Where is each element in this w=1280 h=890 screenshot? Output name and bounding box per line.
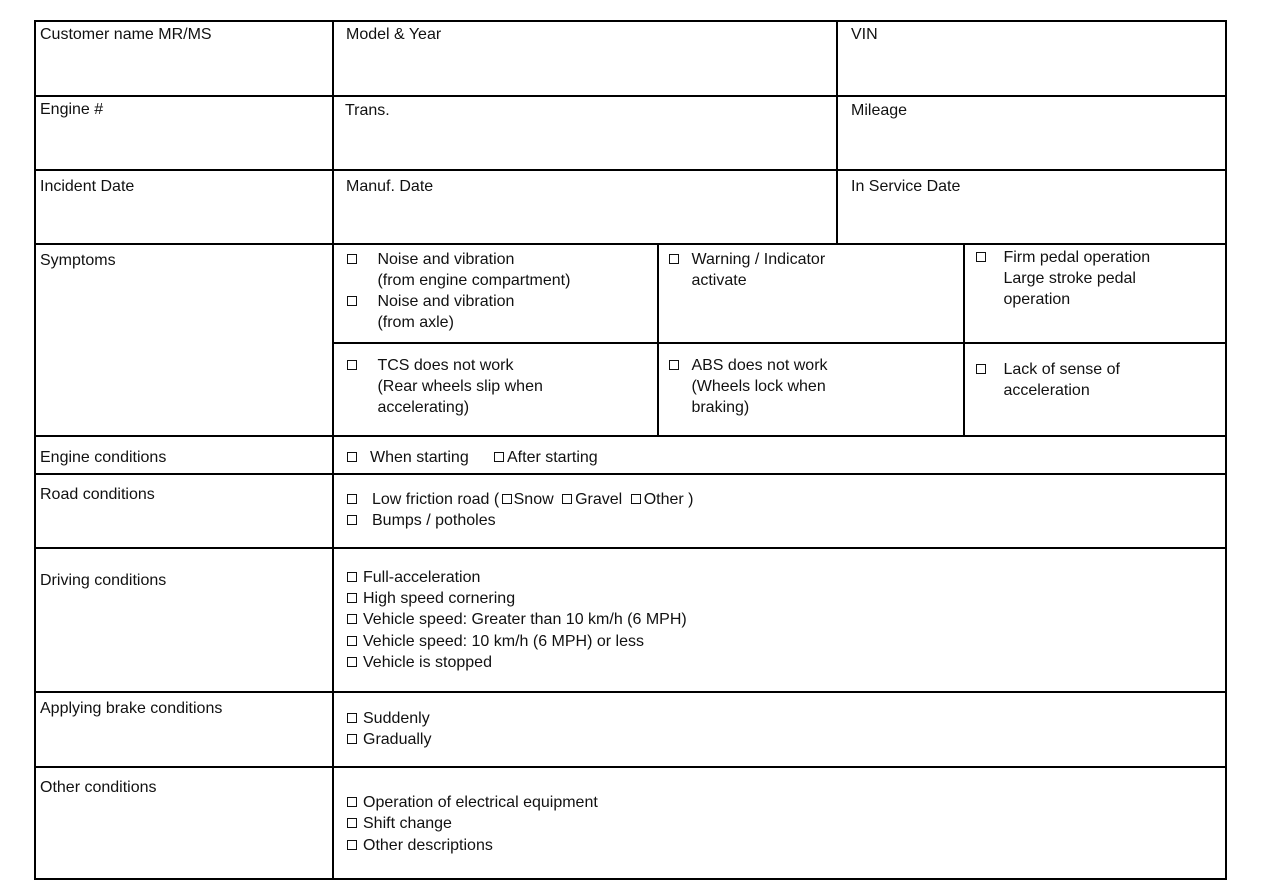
road-bumps-potholes[interactable] [347, 510, 496, 531]
row-divider [34, 691, 1227, 693]
column-divider [963, 243, 965, 437]
brake-conditions-label: Applying brake conditions [40, 700, 223, 717]
checkbox-icon[interactable] [347, 797, 357, 807]
checkbox-icon[interactable] [669, 254, 679, 264]
option-label: (from axle) [377, 314, 454, 331]
symptom-tcs[interactable] [347, 355, 543, 418]
checkbox-icon[interactable] [347, 840, 357, 850]
in-service-date-label: In Service Date [851, 178, 961, 195]
column-divider [657, 243, 659, 437]
mileage-label: Mileage [851, 102, 908, 119]
option-label: Shift change [363, 815, 452, 832]
option-label: TCS does not work [377, 357, 514, 374]
option-label: Vehicle speed: Greater than 10 km/h (6 MPH) [363, 611, 687, 628]
option-label: Gradually [363, 731, 432, 748]
engine-number-label: Engine # [40, 101, 104, 118]
checkbox-icon[interactable] [494, 452, 504, 462]
driving-option[interactable] [347, 652, 492, 673]
checkbox-icon[interactable] [347, 360, 357, 370]
road-conditions-label: Road conditions [40, 486, 155, 503]
option-label: Noise and vibration [377, 293, 515, 310]
option-label: (Rear wheels slip when [377, 378, 543, 395]
option-label: Large stroke pedal [1003, 270, 1136, 287]
row-divider [34, 766, 1227, 768]
checkbox-icon[interactable] [631, 494, 641, 504]
checkbox-icon[interactable] [347, 636, 357, 646]
option-label: Firm pedal operation [1003, 249, 1151, 266]
vin-label: VIN [851, 26, 878, 43]
checkbox-icon[interactable] [347, 572, 357, 582]
row-divider [34, 473, 1227, 475]
option-label: Full-acceleration [363, 569, 481, 586]
symptom-firm-pedal[interactable] [976, 247, 1150, 310]
checkbox-icon[interactable] [669, 360, 679, 370]
checkbox-icon[interactable] [347, 296, 357, 306]
row-divider [34, 547, 1227, 549]
option-label: Low friction road ( [372, 491, 500, 508]
other-conditions-label: Other conditions [40, 779, 157, 796]
option-label: Noise and vibration [377, 251, 515, 268]
column-divider [836, 20, 838, 245]
option-label: Operation of electrical equipment [363, 794, 598, 811]
option-label: Bumps / potholes [372, 512, 496, 529]
other-option[interactable] [347, 813, 452, 834]
driving-option[interactable] [347, 567, 480, 588]
trans-label: Trans. [345, 102, 390, 119]
option-label: Gravel [575, 491, 623, 508]
option-label: Vehicle speed: 10 km/h (6 MPH) or less [363, 633, 645, 650]
driving-option[interactable] [347, 609, 687, 630]
checkbox-icon[interactable] [976, 252, 986, 262]
option-label: operation [1003, 291, 1071, 308]
row-divider [34, 435, 1227, 437]
checkbox-icon[interactable] [347, 593, 357, 603]
option-label: ABS does not work [691, 357, 828, 374]
checkbox-icon[interactable] [347, 254, 357, 264]
option-label: activate [691, 272, 747, 289]
symptom-warning-indicator[interactable] [669, 249, 825, 291]
option-label: (Wheels lock when [691, 378, 826, 395]
checkbox-icon[interactable] [347, 515, 357, 525]
brake-option[interactable] [347, 708, 430, 729]
engine-after-starting[interactable] [494, 447, 598, 468]
checkbox-icon[interactable] [976, 364, 986, 374]
driving-option[interactable] [347, 588, 515, 609]
border-bottom [34, 878, 1227, 880]
checkbox-icon[interactable] [347, 734, 357, 744]
checkbox-icon[interactable] [347, 657, 357, 667]
option-label: High speed cornering [363, 590, 516, 607]
checkbox-icon[interactable] [347, 713, 357, 723]
option-label: Warning / Indicator [691, 251, 826, 268]
border-left [34, 20, 36, 880]
column-divider [332, 20, 334, 880]
other-option[interactable] [347, 835, 493, 856]
driving-conditions-label: Driving conditions [40, 572, 167, 589]
option-label: Snow [513, 491, 554, 508]
row-divider [333, 342, 1227, 344]
checkbox-icon[interactable] [502, 494, 512, 504]
option-label: accelerating) [377, 399, 470, 416]
checkbox-icon[interactable] [347, 818, 357, 828]
brake-option[interactable] [347, 729, 431, 750]
option-label: After starting [507, 449, 598, 466]
checkbox-icon[interactable] [347, 614, 357, 624]
option-label: When starting [370, 449, 469, 466]
symptom-abs[interactable] [669, 355, 828, 418]
border-top [34, 20, 1227, 22]
driving-option[interactable] [347, 631, 644, 652]
model-year-label: Model & Year [346, 26, 442, 43]
incident-date-label: Incident Date [40, 178, 135, 195]
option-label: Lack of sense of [1003, 361, 1120, 378]
manuf-date-label: Manuf. Date [346, 178, 434, 195]
symptoms-label: Symptoms [40, 252, 116, 269]
other-option[interactable] [347, 792, 598, 813]
symptom-lack-acceleration[interactable] [976, 359, 1120, 401]
row-divider [34, 95, 1227, 97]
option-label: Other ) [643, 491, 694, 508]
row-divider [34, 169, 1227, 171]
option-label: Vehicle is stopped [363, 654, 492, 671]
symptom-noise-engine[interactable] [347, 249, 570, 291]
checkbox-icon[interactable] [347, 452, 357, 462]
road-low-friction[interactable] [347, 489, 693, 510]
customer-name-label: Customer name MR/MS [40, 26, 212, 43]
symptom-noise-axle[interactable] [347, 291, 514, 333]
engine-when-starting[interactable] [347, 447, 469, 468]
checkbox-icon[interactable] [347, 494, 357, 504]
option-label: braking) [691, 399, 750, 416]
option-label: acceleration [1003, 382, 1090, 399]
border-right [1225, 20, 1227, 880]
option-label: (from engine compartment) [377, 272, 571, 289]
engine-conditions-label: Engine conditions [40, 449, 167, 466]
option-label: Other descriptions [363, 837, 493, 854]
row-divider [34, 243, 1227, 245]
checkbox-icon[interactable] [562, 494, 572, 504]
option-label: Suddenly [363, 710, 430, 727]
